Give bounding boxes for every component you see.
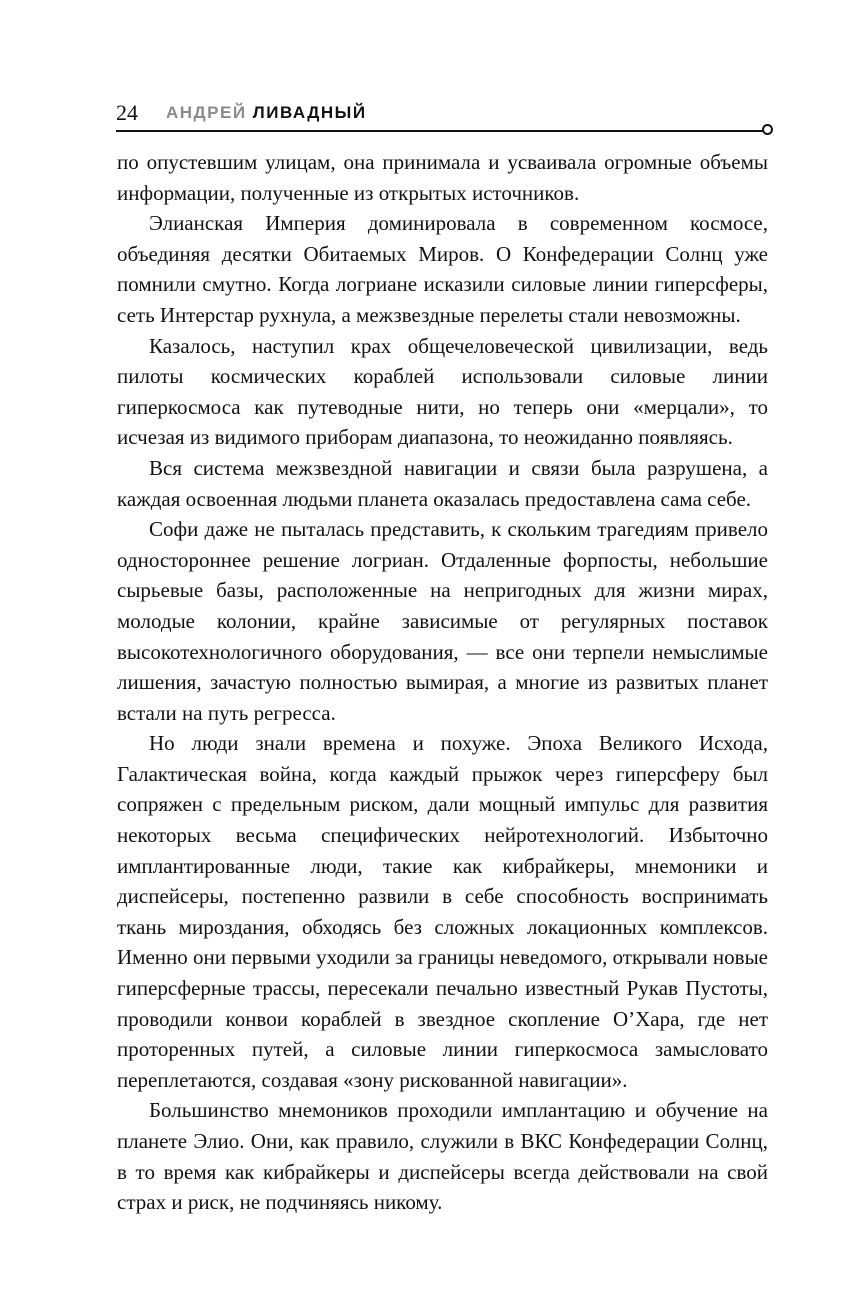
paragraph: Софи даже не пыталась представить, к скольким трагедиям привело одностороннее решение логриан. Отдаленные форпосты, небольшие сырьевые базы, расположенные на непригодных для жизни мирах, молодые колонии, крайне зависимые от регулярных поставок высокотехнологичного оборудования, — все они терпели немыслимые лишения, зачастую полностью вымирая, а многие из развитых планет встали на путь регресса.: [117, 517, 768, 725]
paragraph: Вся система межзвездной навигации и связи была разрушена, а каждая освоенная людьми планета оказалась предоставлена сама себе.: [117, 455, 768, 511]
paragraph: Большинство мнемоников проходили имплантацию и обучение на планете Элио. Они, как правило, служили в ВКС Конфедерации Солнц, в то время как кибрайкеры и диспейсеры всегда действовали на свой страх и риск, не подчиняясь никому.: [117, 1098, 768, 1215]
body-text: [117, 147, 768, 1218]
paragraph: Элианская Империя доминировала в современном космосе, объединяя десятки Обитаемых Миров. О Конфедерации Солнц уже помнили смутно. Когда логриане исказили силовые линии гиперсферы, сеть Интерстар рухнула, а межзвездные перелеты стали невозможны.: [117, 211, 768, 327]
rule-end-circle-icon: [762, 124, 773, 135]
author-last-name: ЛИВАДНЫЙ: [252, 103, 367, 122]
header-rule: [116, 130, 763, 132]
author-first-name: АНДРЕЙ: [166, 103, 247, 122]
author-name: [166, 103, 367, 123]
paragraph: Казалось, наступил крах общечеловеческой цивилизации, ведь пилоты космических кораблей использовали силовые линии гиперкосмоса как путеводные нити, но теперь они «мерцали», то исчезая из видимого приборам диапазона, то неожиданно появляясь.: [117, 333, 768, 450]
paragraph: по опустевшим улицам, она принимала и усваивала огромные объемы информации, полученные из открытых источников.: [117, 150, 768, 205]
running-header: [116, 98, 776, 138]
page-number: 24: [116, 100, 138, 125]
paragraph: Но люди знали времена и похуже. Эпоха Великого Исхода, Галактическая война, когда каждый прыжок через гиперсферу был сопряжен с предельным риском, дали мощный импульс для развития некоторых весьма специфических нейротехнологий. Избыточно имплантированные люди, такие как кибрайкеры, мнемоники и диспейсеры, постепенно развили в себе способность воспринимать ткань мироздания, обходясь без сложных локационных комплексов. Именно они первыми уходили за границы неведомого, открывали новые гиперсферные трассы, пересекали печально известный Рукав Пустоты, проводили конвои кораблей в звездное скопление О’Хара, где нет проторенных путей, а силовые линии гиперкосмоса замысловато переплетаются, создавая «зону рискованной навигации».: [117, 731, 768, 1092]
